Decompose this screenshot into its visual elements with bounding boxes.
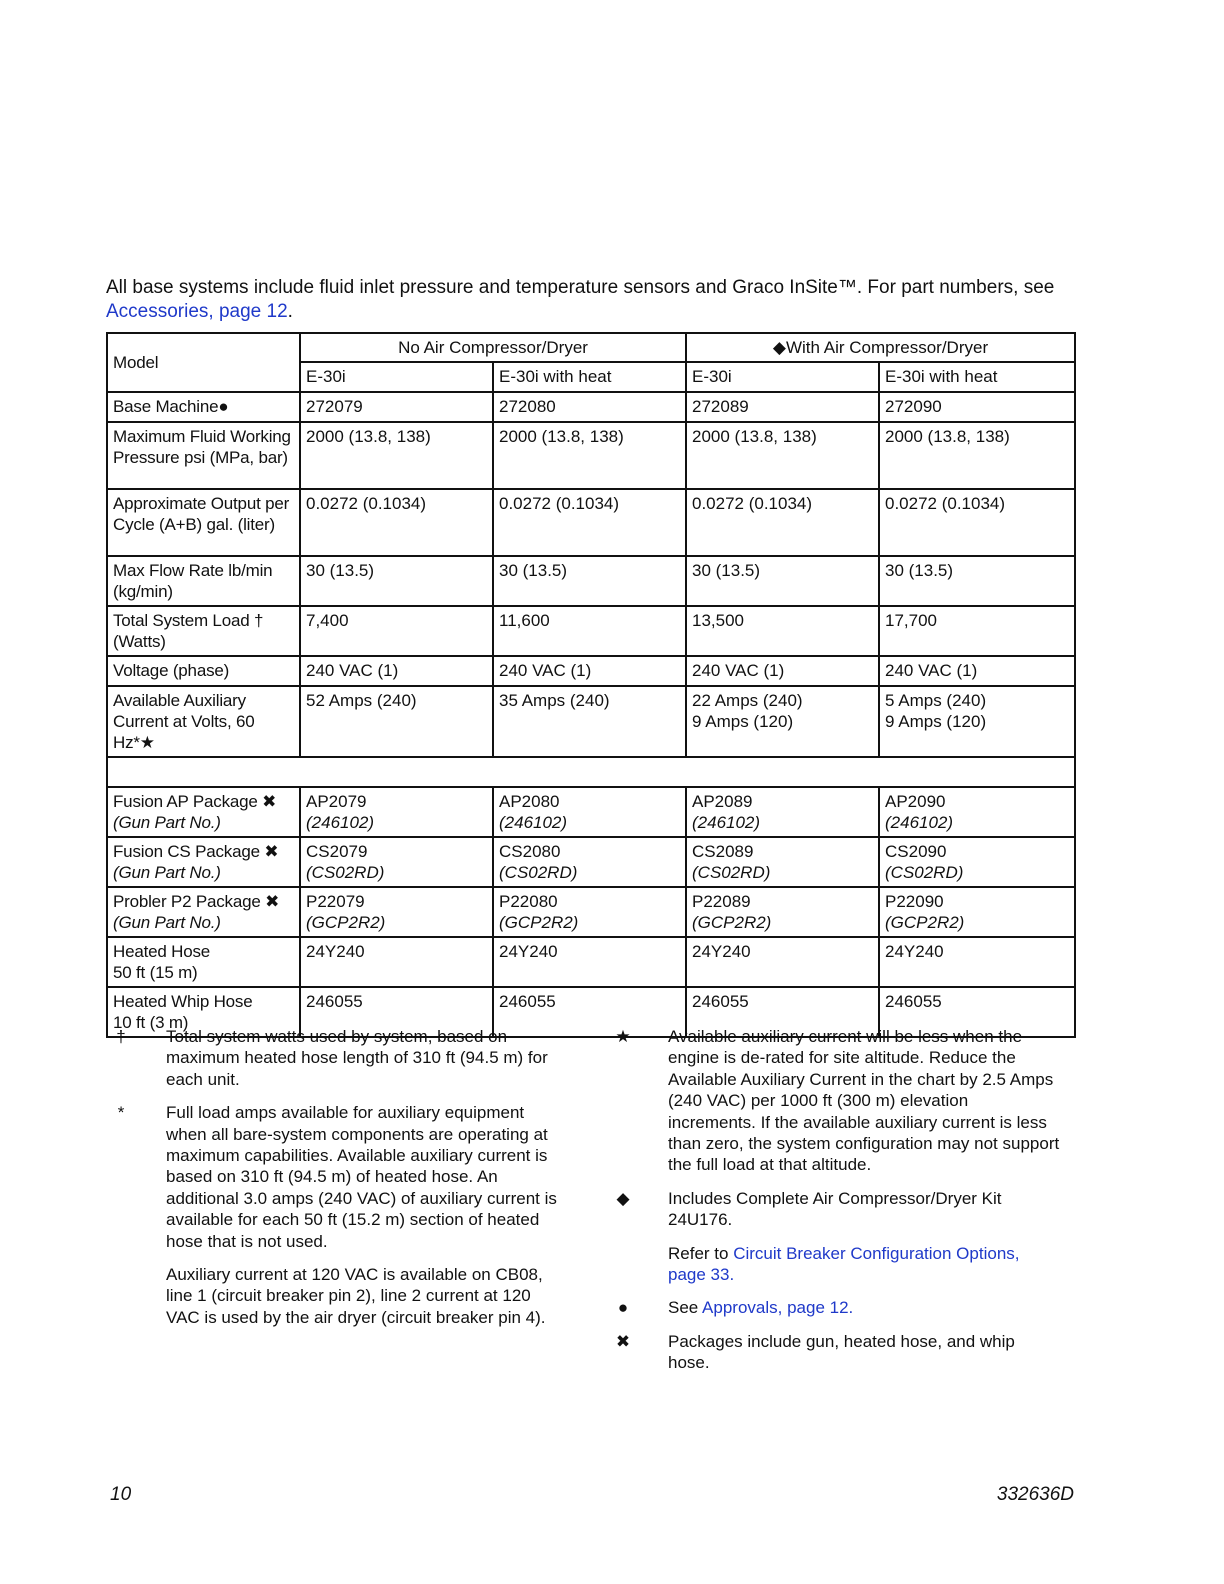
table-cell [300,787,493,837]
hose-length: 50 ft (15 m) [113,963,198,982]
cell-line: 22 Amps (240) [692,691,803,710]
gun-part-number: (246102) [692,813,761,832]
table-row [107,422,1075,489]
footnote-paragraph: Includes Complete Air Compressor/Dryer Kit 24U176. [668,1188,1002,1230]
footnotes-right [608,1026,1060,1386]
footnote-cross [608,1331,1060,1374]
gun-part-number: (GCP2R2) [885,913,965,932]
table-cell [300,837,493,887]
footnote-paragraph: Full load amps available for auxiliary equipment when all bare-system components are operating at maximum capabilities. Available auxiliary current is based on 310 ft (94.5 m) of heated hose. An additional 3.0 amps (240 VAC) of auxiliary current is available for each 50 ft (15.2 m) section of heated hose that is not used. [166,1103,557,1251]
approvals-link[interactable]: Approvals, page 12 [702,1298,849,1318]
table-cell [686,837,879,887]
package-number: CS2089 [692,842,754,861]
refer-prefix: Refer to [668,1243,734,1263]
package-number: AP2089 [692,792,753,811]
table-cell: 272090 [879,392,1075,422]
table-cell [879,686,1075,757]
table-cell: 2000 (13.8, 138) [879,422,1075,489]
footnote-paragraph: Packages include gun, heated hose, and whip hose. [668,1331,1015,1373]
table-row [107,556,1075,606]
table-cell: 240 VAC (1) [879,656,1075,686]
table-cell: 272079 [300,392,493,422]
table-header-row [107,333,1075,362]
package-number: P22080 [499,892,558,911]
column-header: E-30i with heat [493,362,686,392]
table-row [107,837,1075,887]
footnote-paragraph: Auxiliary current at 120 VAC is available on CB08, line 1 (circuit breaker pin 2), line 2 current at 120 VAC is used by the air dryer (circuit breaker pin 4). [166,1265,546,1327]
footnote-paragraph [668,1297,1060,1318]
footnote-diamond [608,1188,1060,1286]
table-spacer-row [107,757,1075,787]
table-row [107,937,1075,987]
footnote-text [668,1026,1060,1176]
footnote-dagger [106,1026,566,1090]
diamond-icon: ◆ [616,1188,630,1208]
package-number: P22090 [885,892,944,911]
package-sublabel: (Gun Part No.) [113,913,221,932]
table-cell: 240 VAC (1) [493,656,686,686]
table-cell: 272089 [686,392,879,422]
table-cell: 24Y240 [300,937,493,987]
footnote-paragraph: Total system watts used by system, based on maximum heated hose length of 310 ft (94.5 m) for each unit. [166,1027,548,1089]
gun-part-number: (CS02RD) [885,863,964,882]
table-cell: 24Y240 [493,937,686,987]
column-header: E-30i with heat [879,362,1075,392]
table-cell [686,887,879,937]
footnote-paragraph [668,1243,1060,1286]
table-cell [686,787,879,837]
footnote-text [668,1331,1060,1374]
footnote-text [166,1102,566,1328]
table-cell: 7,400 [300,606,493,656]
column-header: E-30i [686,362,879,392]
table-cell: 17,700 [879,606,1075,656]
table-row [107,656,1075,686]
table-cell: 246055 [300,987,493,1037]
table-cell: 240 VAC (1) [686,656,879,686]
column-header: E-30i [300,362,493,392]
package-number: P22079 [306,892,365,911]
package-number: AP2090 [885,792,946,811]
package-label: Fusion CS Package ✖ [113,842,279,861]
hose-label: Heated Whip Hose [113,992,253,1011]
circuit-breaker-link[interactable]: Circuit Breaker Configuration Options, page 33 [668,1243,1020,1285]
page-number: 10 [110,1484,132,1505]
table-cell: 0.0272 (0.1034) [300,489,493,556]
table-row [107,606,1075,656]
table-cell: 0.0272 (0.1034) [879,489,1075,556]
cell-line: 5 Amps (240) [885,691,987,710]
table-cell [686,686,879,757]
package-label: Fusion AP Package ✖ [113,792,277,811]
model-header: Model [107,333,300,392]
hose-label: Heated Hose [113,942,211,961]
asterisk-icon: * [117,1103,125,1123]
intro-text: All base systems include fluid inlet pressure and temperature sensors and Graco InSite™. For part numbers, see [106,277,1055,298]
group-with-air-header: ◆With Air Compressor/Dryer [686,333,1075,362]
table-cell: 2000 (13.8, 138) [686,422,879,489]
row-label: Approximate Output per Cycle (A+B) gal. (liter) [107,489,300,556]
package-label: Probler P2 Package ✖ [113,892,280,911]
footnote-asterisk [106,1102,566,1328]
document-number: 332636D [996,1484,1074,1505]
package-number: AP2080 [499,792,560,811]
table-row [107,887,1075,937]
table-cell [493,887,686,937]
package-number: CS2080 [499,842,561,861]
table-cell [879,837,1075,887]
table-cell [493,686,686,757]
spacer-cell [107,757,1075,787]
table-cell: 13,500 [686,606,879,656]
cross-icon: ✖ [615,1331,631,1351]
table-cell [493,787,686,837]
table-cell: 246055 [493,987,686,1037]
row-label: Total System Load † (Watts) [107,606,300,656]
spec-table [106,332,1076,1038]
intro-end: . [287,301,293,322]
cell-line: 52 Amps (240) [306,691,417,710]
gun-part-number: (246102) [885,813,954,832]
hose-length: 10 ft (3 m) [113,1013,189,1032]
table-cell [493,837,686,887]
package-number: AP2079 [306,792,367,811]
footnote-text [166,1026,566,1090]
table-cell: 246055 [879,987,1075,1037]
table-cell: 30 (13.5) [686,556,879,606]
gun-part-number: (CS02RD) [692,863,771,882]
table-cell [879,887,1075,937]
table-cell: 24Y240 [879,937,1075,987]
table-cell: 2000 (13.8, 138) [300,422,493,489]
row-label: Voltage (phase) [107,656,300,686]
star-icon: ★ [615,1027,631,1046]
footnote-circle [608,1297,1060,1318]
footnotes-left [106,1026,566,1340]
gun-part-number: (GCP2R2) [692,913,772,932]
table-cell: 30 (13.5) [879,556,1075,606]
dagger-icon: † [116,1027,126,1046]
cell-line: 9 Amps (120) [692,712,794,731]
table-cell [300,887,493,937]
table-cell [879,787,1075,837]
table-row [107,489,1075,556]
gun-part-number: (246102) [499,813,568,832]
footnote-text [668,1188,1060,1286]
package-number: P22089 [692,892,751,911]
gun-part-number: (GCP2R2) [306,913,386,932]
table-cell: 30 (13.5) [300,556,493,606]
gun-part-number: (CS02RD) [499,863,578,882]
footnote-star [608,1026,1060,1176]
cell-line: 9 Amps (120) [885,712,987,731]
table-cell: 0.0272 (0.1034) [493,489,686,556]
table-cell: 11,600 [493,606,686,656]
accessories-link[interactable]: Accessories, page 12 [106,301,288,322]
row-label [107,887,300,937]
table-cell [300,686,493,757]
table-cell: 0.0272 (0.1034) [686,489,879,556]
row-label: Available Auxiliary Current at Volts, 60 Hz*★ [107,686,300,757]
see-prefix: See [668,1298,703,1318]
table-row [107,392,1075,422]
gun-part-number: (CS02RD) [306,863,385,882]
package-sublabel: (Gun Part No.) [113,813,221,832]
intro-paragraph [106,276,1086,324]
see-end: . [848,1298,854,1318]
gun-part-number: (246102) [306,813,375,832]
package-sublabel: (Gun Part No.) [113,863,221,882]
table-row [107,787,1075,837]
table-row [107,686,1075,757]
group-no-air-header: No Air Compressor/Dryer [300,333,686,362]
refer-end: . [729,1265,735,1285]
footnote-text [668,1297,1060,1318]
cell-line: 35 Amps (240) [499,691,610,710]
footnote-paragraph: Available auxiliary current will be less when the engine is de-rated for site altitude. Reduce the Available Auxiliary Current in the chart by 2.5 Amps (240 VAC) per 1000 ft (300 m) elevation increments. If the available auxiliary current is less than zero, the system configuration may not support the full load at that altitude. [668,1027,1060,1175]
row-label [107,937,300,987]
table-cell: 246055 [686,987,879,1037]
package-number: CS2090 [885,842,947,861]
gun-part-number: (GCP2R2) [499,913,579,932]
table-cell: 24Y240 [686,937,879,987]
table-cell: 2000 (13.8, 138) [493,422,686,489]
table-cell: 272080 [493,392,686,422]
row-label [107,787,300,837]
circle-icon: ● [617,1298,629,1318]
row-label [107,837,300,887]
row-label: Base Machine● [107,392,300,422]
package-number: CS2079 [306,842,368,861]
row-label: Max Flow Rate lb/min (kg/min) [107,556,300,606]
table-cell: 240 VAC (1) [300,656,493,686]
table-cell: 30 (13.5) [493,556,686,606]
row-label: Maximum Fluid Working Pressure psi (MPa, bar) [107,422,300,489]
